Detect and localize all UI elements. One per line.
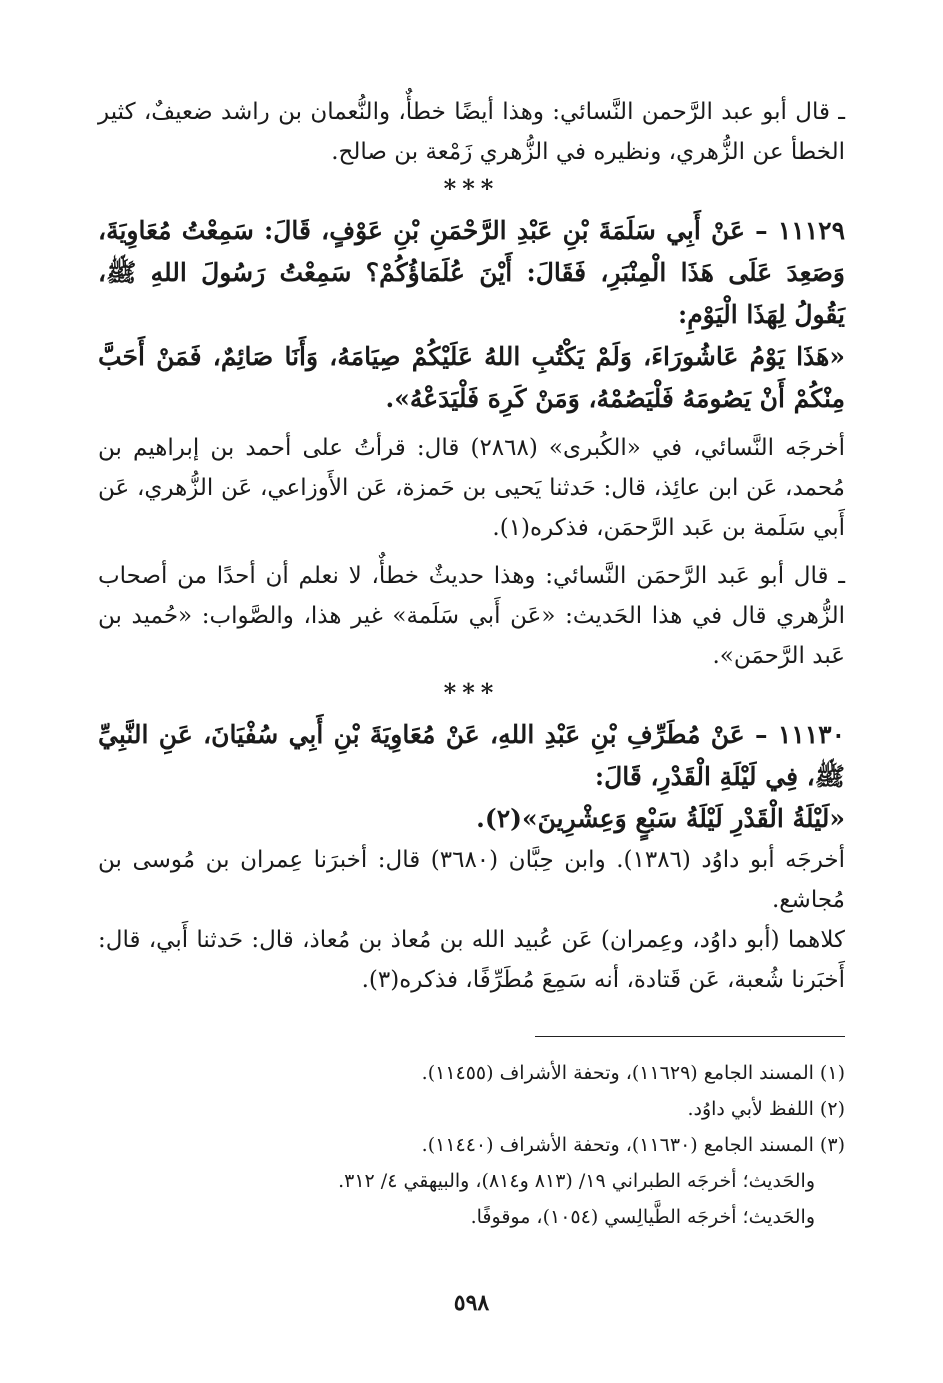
hadith-11129-takhrij: أخرجَه النَّسائي، في «الكُبرى» (٢٨٦٨) قال: قرأتُ على أحمد بن إبراهيم بن مُحمد، عَن ابن عائِذ، قال: حَدثنا يَحيى بن حَمزة، عَن الأَوزاعي، عَن الزُّهري، عَن أَبي سَلَمة بن عَبد الرَّحمَن، فذكره(١). [98, 435, 845, 541]
hadith-11130-heading: ١١١٣٠ – عَنْ مُطَرِّفِ بْنِ عَبْدِ اللهِ، عَنْ مُعَاوِيَةَ بْنِ أَبِي سُفْيَانَ، عَنِ النَّبِيِّ ﷺ، فِي لَيْلَةِ الْقَدْرِ، قَالَ: [98, 720, 845, 791]
footnotes [98, 1055, 845, 1235]
footnote-1: (١) المسند الجامع (١١٦٢٩)، وتحفة الأشراف (١١٤٥٥). [421, 1062, 845, 1084]
page-number: ٥٩٨ [453, 1290, 490, 1316]
spacer [98, 548, 845, 556]
hadith-11130-takhrij-2: كلاهما (أبو داوُد، وعِمران) عَن عُبيد الله بن مُعاذ بن مُعاذ، قال: حَدثنا أَبي، قال: أَخبَرنا شُعبة، عَن قَتادة، أنه سَمِعَ مُطَرِّفًا، فذكره(٣). [98, 927, 845, 993]
footnote-3-continuation-1: والحَديث؛ أخرجَه الطبراني ١٩/ (٨١٣ و٨١٤)، والبيهقي ٤/ ٣١٢. [338, 1170, 815, 1192]
hadith-11130-takhrij-1: أخرجَه أبو داوُد (١٣٨٦). وابن حِبَّان (٣٦٨٠) قال: أخبرَنا عِمران بن مُوسى بن مُجاشع. [98, 847, 845, 913]
footnote-divider [535, 1036, 845, 1037]
scholar-note-1: ـ قال أبو عبد الرَّحمن النَّسائي: وهذا أيضًا خطأٌ، والنُّعمان بن راشد ضعيفٌ، كثير الخطأ عن الزُّهري، ونظيره في الزُّهري زَمْعة بن صالح. [98, 99, 845, 165]
footnote-3: (٣) المسند الجامع (١١٦٣٠)، وتحفة الأشراف (١١٤٤٠). [421, 1134, 845, 1156]
hadith-11129-text: «هَذَا يَوْمُ عَاشُورَاءَ، وَلَمْ يَكْتُبِ اللهُ عَلَيْكُمْ صِيَامَهُ، وَأَنَا صَائِمٌ، فَمَنْ أَحَبَّ مِنْكُمْ أَنْ يَصُومَهُ فَلْيَصُمْهُ، وَمَنْ كَرِهَ فَلْيَدَعْهُ». [98, 342, 845, 413]
scholar-note-2: ـ قال أبو عَبد الرَّحمَن النَّسائي: وهذا حديثٌ خطأٌ، لا نعلم أن أحدًا من أصحاب الزُّهري قال في هذا الحَديث: «عَن أَبي سَلَمة» غير هذا، والصَّواب: «حُميد بن عَبد الرَّحمَن». [98, 563, 845, 669]
footnote-2: (٢) اللفظ لأبي داوُد. [687, 1098, 845, 1120]
section-separator-2: *** [443, 678, 500, 707]
hadith-11129-heading: ١١١٢٩ – عَنْ أَبِي سَلَمَةَ بْنِ عَبْدِ الرَّحْمَنِ بْنِ عَوْفٍ، قَالَ: سَمِعْتُ مُعَاوِيَةَ، وَصَعِدَ عَلَى هَذَا الْمِنْبَرِ، فَقَالَ: أَيْنَ عُلَمَاؤُكُمْ؟ سَمِعْتُ رَسُولَ اللهِ ﷺ، يَقُولُ لِهَذَا الْيَوْمِ: [98, 216, 845, 329]
footnote-3-continuation-2: والحَديث؛ أخرجَه الطَّيالِسي (١٠٥٤)، موقوفًا. [470, 1206, 815, 1228]
section-separator-1: *** [443, 174, 500, 203]
spacer [98, 420, 845, 428]
hadith-11130-text: «لَيْلَةُ الْقَدْرِ لَيْلَةُ سَبْعٍ وَعِشْرِينَ»(٢). [476, 804, 845, 833]
